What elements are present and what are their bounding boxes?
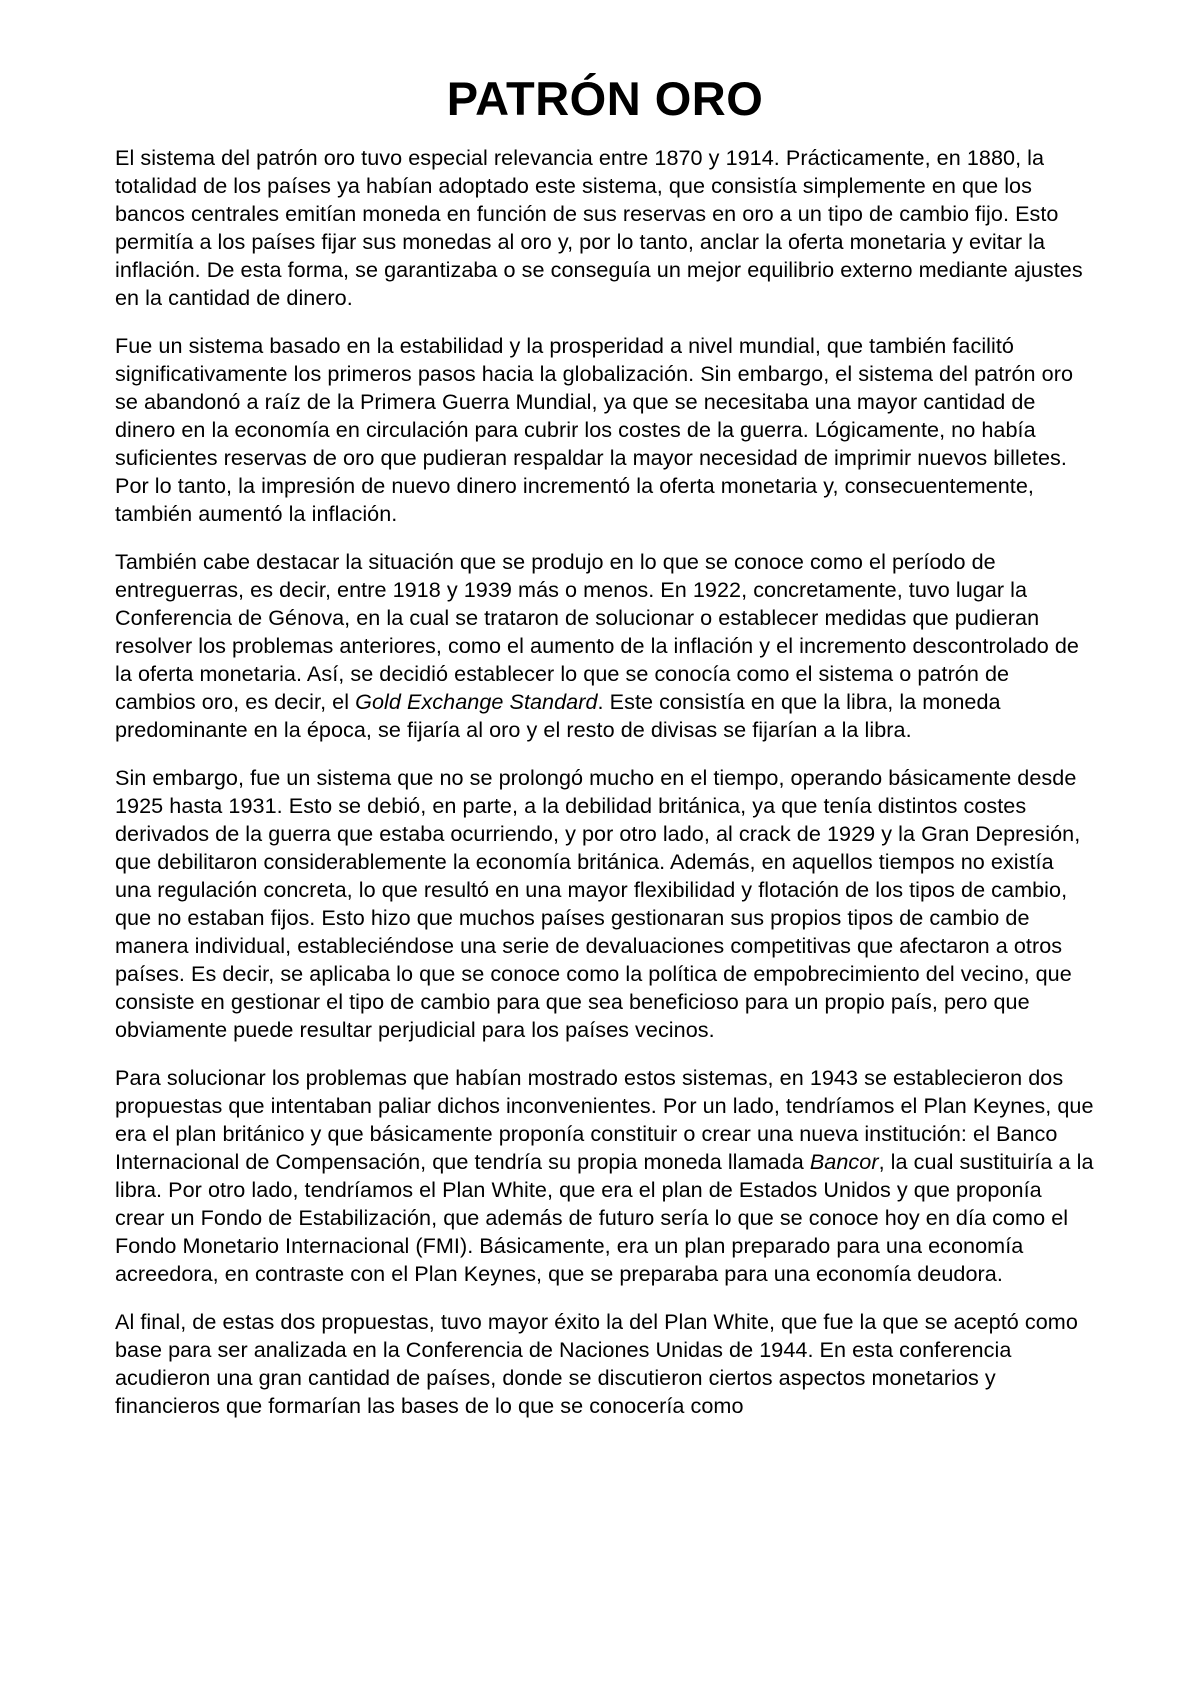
paragraph-text: Para solucionar los problemas que habían mostrado estos sistemas, en 1943 se establecieron dos propuestas que intentaban paliar dichos inconvenientes. Por un lado, tendríamos el Plan Keynes, que era el plan británico y que básicamente proponía constituir o crear una nueva institución: el Banco Internacional de Compensación, que tendría su propia moneda llamada [115,1065,1094,1174]
paragraph-text: , la cual sustituiría a la libra. Por otro lado, tendríamos el Plan White, que era el plan de Estados Unidos y que proponía crear un Fondo de Estabilización, que además de futuro sería lo que se conoce hoy en día como el Fondo Monetario Internacional (FMI). Básicamente, era un plan preparado para una economía acreedora, en contraste con el Plan Keynes, que se preparaba para una economía deudora. [115,1149,1094,1286]
paragraph-5 [115,1064,1095,1288]
paragraph-text: . Este consistía en que la libra, la moneda predominante en la época, se fijaría al oro y el resto de divisas se fijarían a la libra. [115,689,1001,742]
document-title: PATRÓN ORO [446,72,764,125]
paragraph-2 [115,332,1095,528]
paragraph-3 [115,548,1095,744]
paragraph-text: Fue un sistema basado en la estabilidad y la prosperidad a nivel mundial, que también facilitó significativamente los primeros pasos hacia la globalización. Sin embargo, el sistema del patrón oro se abandonó a raíz de la Primera Guerra Mundial, ya que se necesitaba una mayor cantidad de dinero en la economía en circulación para cubrir los costes de la guerra. Lógicamente, no había suficientes reservas de oro que pudieran respaldar la mayor necesidad de imprimir nuevos billetes. Por lo tanto, la impresión de nuevo dinero incrementó la oferta monetaria y, consecuentemente, también aumentó la inflación. [115,333,1074,526]
paragraph-1 [115,144,1095,312]
paragraph-4 [115,764,1095,1044]
paragraph-text: Al final, de estas dos propuestas, tuvo mayor éxito la del Plan White, que fue la que se aceptó como base para ser analizada en la Conferencia de Naciones Unidas de 1944. En esta conferencia acudieron una gran cantidad de países, donde se discutieron ciertos aspectos monetarios y financieros que formarían las bases de lo que se conocería como [115,1309,1078,1418]
bancor-term: Bancor [809,1149,879,1174]
paragraph-6 [115,1308,1095,1420]
gold-exchange-standard-term: Gold Exchange Standard [355,689,598,714]
paragraph-text: También cabe destacar la situación que se produjo en lo que se conoce como el período de entreguerras, es decir, entre 1918 y 1939 más o menos. En 1922, concretamente, tuvo lugar la Conferencia de Génova, en la cual se trataron de solucionar o establecer medidas que pudieran resolver los problemas anteriores, como el aumento de la inflación y el incremento descontrolado de la oferta monetaria. Así, se decidió establecer lo que se conocía como el sistema o patrón de cambios oro, es decir, el [115,549,1079,714]
paragraph-text: El sistema del patrón oro tuvo especial relevancia entre 1870 y 1914. Prácticamente, en 1880, la totalidad de los países ya habían adoptado este sistema, que consistía simplemente en que los bancos centrales emitían moneda en función de sus reservas en oro a un tipo de cambio fijo. Esto permitía a los países fijar sus monedas al oro y, por lo tanto, anclar la oferta monetaria y evitar la inflación. De esta forma, se garantizaba o se conseguía un mejor equilibrio externo mediante ajustes en la cantidad de dinero. [115,145,1083,310]
document-page [115,62,1095,1440]
paragraph-text: Sin embargo, fue un sistema que no se prolongó mucho en el tiempo, operando básicamente desde 1925 hasta 1931. Esto se debió, en parte, a la debilidad británica, ya que tenía distintos costes derivados de la guerra que estaba ocurriendo, y por otro lado, al crack de 1929 y la Gran Depresión, que debilitaron considerablemente la economía británica. Además, en aquellos tiempos no existía una regulación concreta, lo que resultó en una mayor flexibilidad y flotación de los tipos de cambio, que no estaban fijos. Esto hizo que muchos países gestionaran sus propios tipos de cambio de manera individual, estableciéndose una serie de devaluaciones competitivas que afectaron a otros países. Es decir, se aplicaba lo que se conoce como la política de empobrecimiento del vecino, que consiste en gestionar el tipo de cambio para que sea beneficioso para un propio país, pero que obviamente puede resultar perjudicial para los países vecinos. [115,765,1081,1042]
